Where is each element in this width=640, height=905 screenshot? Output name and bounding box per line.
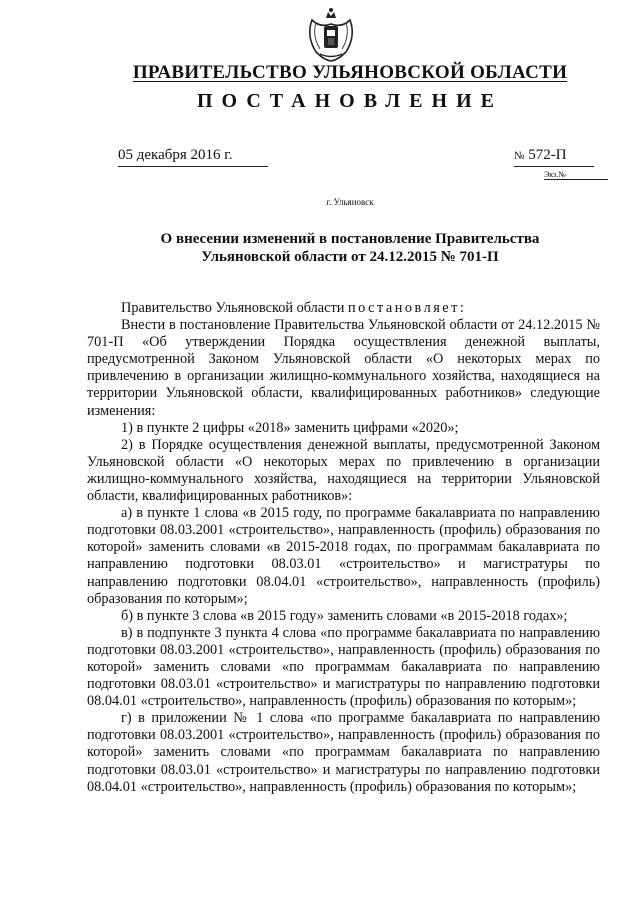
document-type: ПОСТАНОВЛЕНИЕ	[197, 90, 503, 112]
intro-verb: постановляет:	[347, 300, 467, 316]
paragraph-item-2: 2) в Порядке осуществления денежной выплаты, предусмотренной Законом Ульяновской области «О некоторых мерах по привлечению в организации жилищно-коммунального хозяйства, находящиеся на территории Ульяновской области, квалифицированных работников»:	[87, 436, 600, 505]
document-heading	[80, 230, 620, 266]
government-name: ПРАВИТЕЛЬСТВО УЛЬЯНОВСКОЙ ОБЛАСТИ	[132, 62, 568, 83]
paragraph-main: Внести в постановление Правительства Ульяновской области от 24.12.2015 № 701-П «Об утверждении Порядка осуществления денежной выплаты, предусмотренной Законом Ульяновской области «О некоторых мерах по привлечению в организации жилищно-коммунального хозяйства, находящиеся на территории Ульяновской области, квалифицированных работников» следующие изменения:	[87, 317, 600, 419]
number-value: 572-П	[528, 147, 567, 163]
heading-line-1: О внесении изменений в постановление Правительства	[160, 231, 540, 247]
document-number	[514, 147, 594, 167]
coat-of-arms-icon	[302, 6, 360, 64]
document-body	[87, 300, 600, 796]
document-date: 05 декабря 2016 г.	[118, 147, 268, 167]
city: г. Ульяновск	[326, 197, 374, 207]
copy-number-label: Экз.№	[544, 170, 608, 180]
paragraph-item-2b: б) в пункте 3 слова «в 2015 году» заменить словами «в 2015-2018 годах»;	[121, 607, 568, 624]
paragraph-item-1: 1) в пункте 2 цифры «2018» заменить цифрами «2020»;	[121, 419, 459, 436]
paragraph-item-2c: в) в подпункте 3 пункта 4 слова «по программе бакалавриата по направлению подготовки 08.03.2001 «строительство», направленность (профиль) образования по которой» заменить словами «по программам бакалавриата по направлению подготовки 08.03.01 «строительство» и магистратуры по направлению подготовки 08.04.01 «строительство», направленность (профиль) образования по которым»;	[87, 624, 600, 710]
number-sign: №	[514, 150, 525, 162]
heading-line-2: Ульяновской области от 24.12.2015 № 701-П	[201, 249, 499, 265]
intro-paragraph	[87, 300, 600, 317]
intro-subject: Правительство Ульяновской области	[121, 300, 345, 316]
paragraph-item-2a: а) в пункте 1 слова «в 2015 году, по программе бакалавриата по направлению подготовки 08.03.2001 «строительство», направленность (профиль) образования по которой» заменить словами «в 2015-2018 годах, по программам бакалавриата по направлению подготовки 08.03.01 «строительство» и магистратуры по направлению подготовки 08.04.01 «строительство», направленность (профиль) образования по которым»;	[87, 505, 600, 607]
paragraph-item-2d: г) в приложении № 1 слова «по программе бакалавриата по направлению подготовки 08.03.2001 «строительство», направленность (профиль) образования по которой» заменить словами «по программам бакалавриата по направлению подготовки 08.03.01 «строительство» и магистратуры по направлению подготовки 08.04.01 «строительство», направленность (профиль) образования по которым»;	[87, 710, 600, 795]
